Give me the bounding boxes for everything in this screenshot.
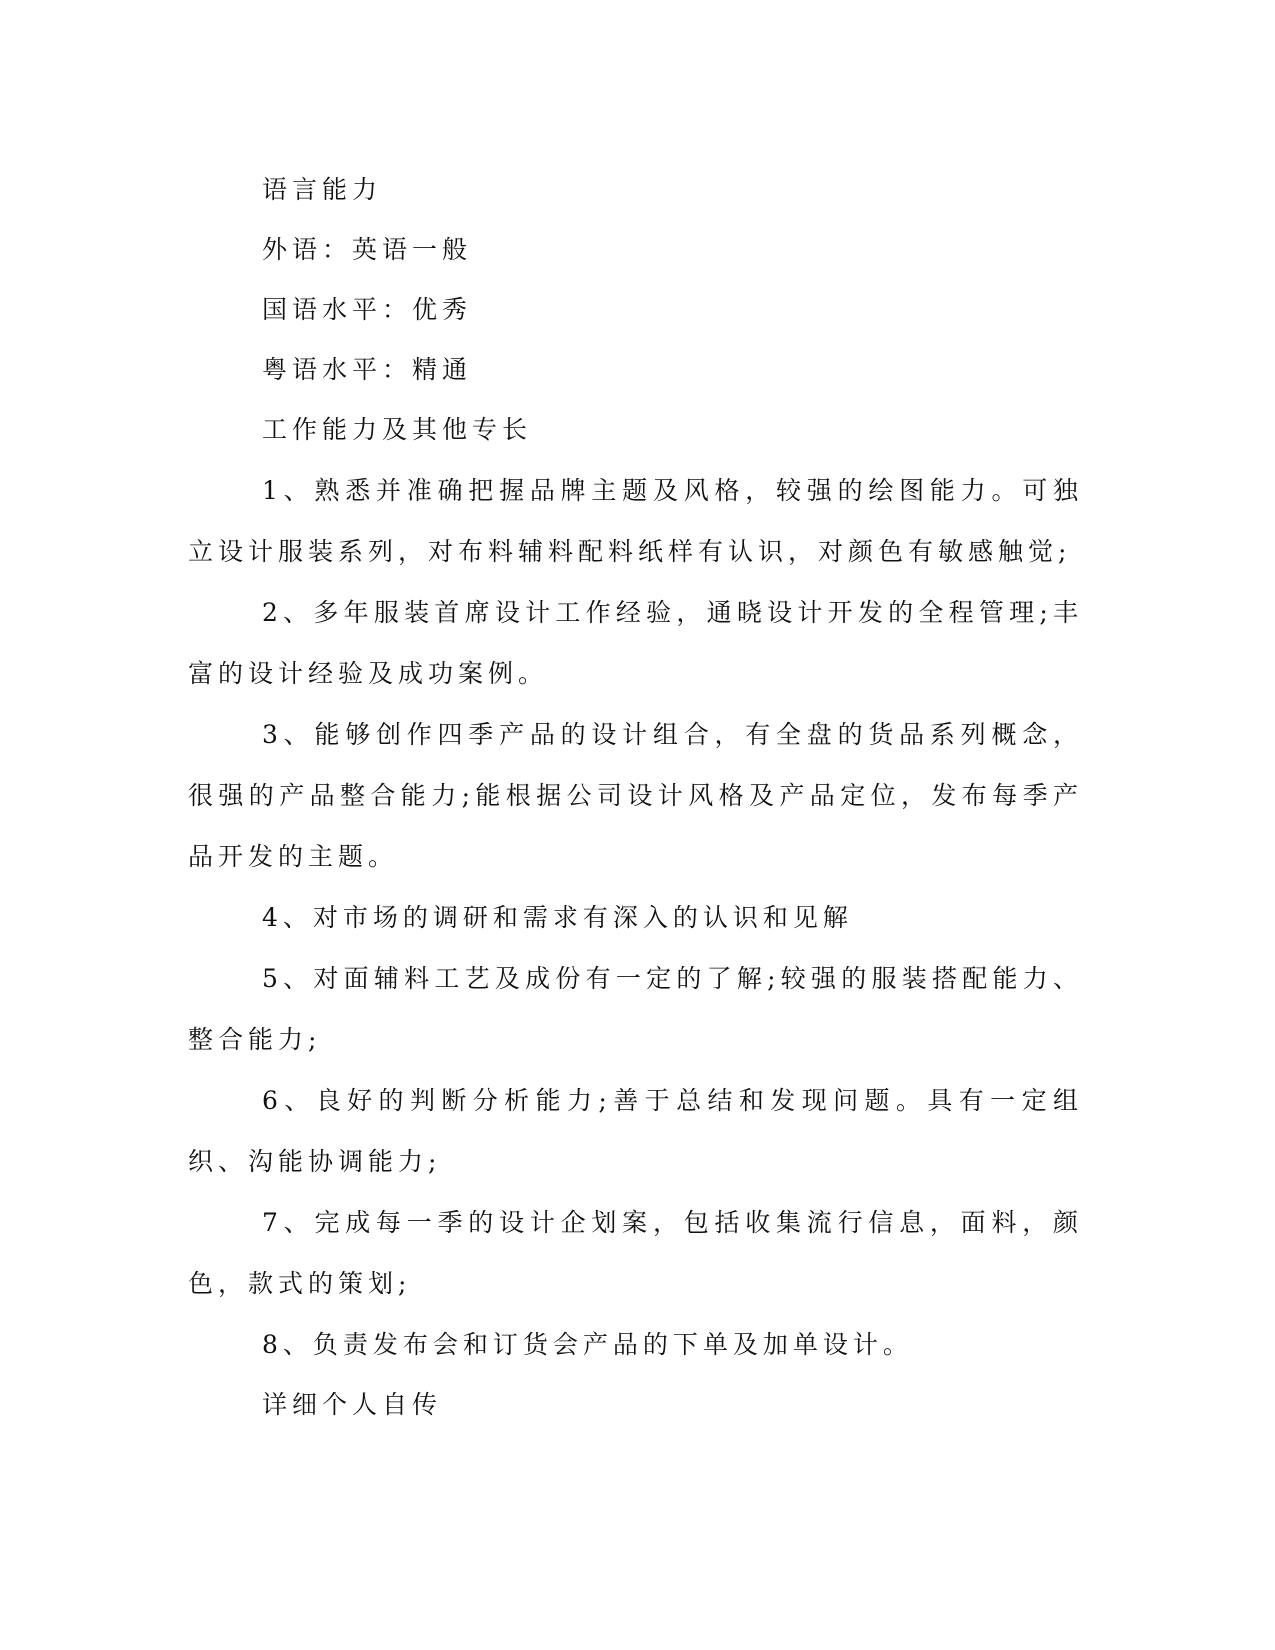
mandarin-level-line: 国语水平：优秀 [262,295,473,324]
work-item-6: 6、良好的判断分析能力;善于总结和发现问题。具有一定组织、沟能协调能力; [188,1086,1083,1176]
work-item-8: 8、负责发布会和订货会产品的下单及加单设计。 [262,1330,913,1359]
section-heading-work: 工作能力及其他专长 [262,415,533,444]
work-item-7: 7、完成每一季的设计企划案，包括收集流行信息，面料，颜色，款式的策划; [188,1208,1083,1298]
work-item-3: 3、能够创作四季产品的设计组合，有全盘的货品系列概念，很强的产品整合能力;能根据公司设计风格及产品定位，发布每季产品开发的主题。 [188,720,1083,871]
work-item-5: 5、对面辅料工艺及成份有一定的了解;较强的服装搭配能力、整合能力; [188,964,1083,1054]
work-item-1: 1、熟悉并准确把握品牌主题及风格，较强的绘图能力。可独立设计服装系列，对布料辅料配料纸样有认识，对颜色有敏感触觉; [188,476,1083,566]
work-item-2: 2、多年服装首席设计工作经验，通晓设计开发的全程管理;丰富的设计经验及成功案例。 [188,598,1083,688]
work-item-4: 4、对市场的调研和需求有深入的认识和见解 [262,903,853,932]
document-body [188,160,1083,1435]
section-heading-language: 语言能力 [262,175,383,204]
section-heading-autobiography: 详细个人自传 [262,1390,443,1419]
cantonese-level-line: 粤语水平：精通 [262,355,473,384]
foreign-language-line: 外语：英语一般 [262,235,473,264]
